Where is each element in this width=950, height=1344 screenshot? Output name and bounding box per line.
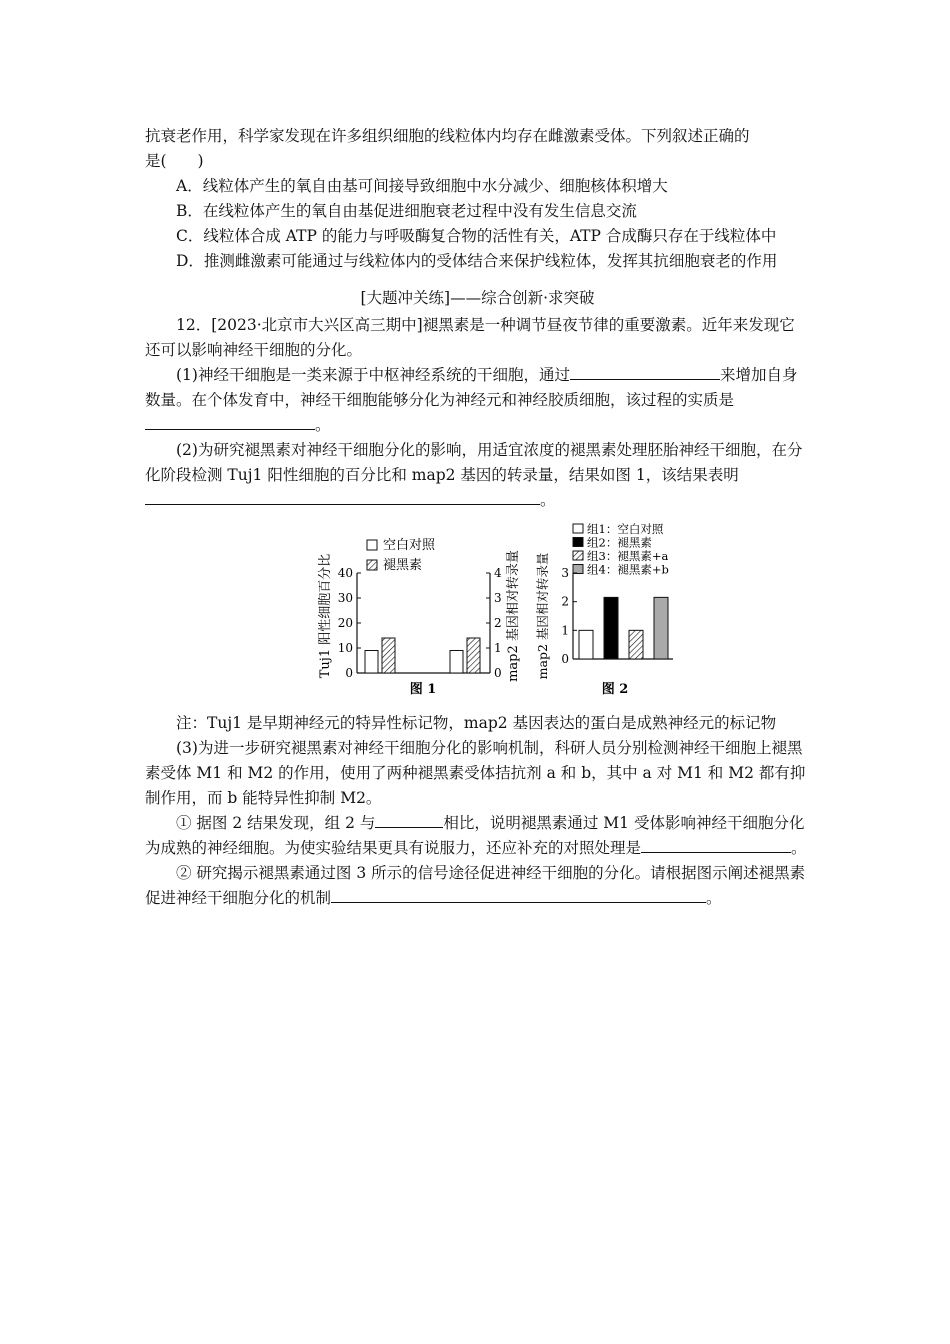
q12-part3-1 xyxy=(145,811,810,861)
q12-part2-end: 。 xyxy=(540,491,556,509)
q12-part1-text-a: (1)神经干细胞是一类来源于中枢神经系统的干细胞，通过 xyxy=(176,366,570,384)
fig2-legend-swatch-3 xyxy=(573,551,583,560)
fig1-legend-control: 空白对照 xyxy=(383,538,436,553)
fig1-left-axis-label: Tuj1 阳性细胞百分比 xyxy=(318,553,333,679)
q12-part3-1-text-a: ① 据图 2 结果发现，组 2 与 xyxy=(176,814,376,832)
q12-note: 注：Tuj1 是早期神经元的特异性标记物，map2 基因表达的蛋白是成熟神经元的标记物 xyxy=(176,714,777,732)
fig1-right-tick-label: 1 xyxy=(494,641,502,655)
answer-blank-2[interactable] xyxy=(145,413,315,430)
q12-part3-2 xyxy=(145,861,810,911)
fig1-left-tick-label: 0 xyxy=(345,666,353,680)
fig2-tick-label: 1 xyxy=(561,623,569,638)
fig1-left-tick-label: 40 xyxy=(337,566,353,580)
fig1-legend-melatonin: 褪黑素 xyxy=(383,558,423,573)
q12-part1-text-b: 来增加自身数量。在个体发育中，神经干细胞能够分化为神经元和神经胶质细胞，该过程的实质是 xyxy=(145,366,798,409)
answer-blank-5[interactable] xyxy=(641,836,791,853)
fig1-right-tick-label: 0 xyxy=(494,666,502,680)
fig2-tick-label: 2 xyxy=(561,594,569,609)
fig1-right-tick-label: 2 xyxy=(494,616,502,630)
fig1-right-tick-label: 4 xyxy=(494,566,502,580)
q12-part3-1-end: 。 xyxy=(791,839,807,857)
fig1-left-tick-label: 20 xyxy=(337,616,353,630)
q11-stem-line2: 是( ) xyxy=(145,152,204,170)
figure-1-chart xyxy=(315,521,530,701)
fig1-bar-tuj1-1 xyxy=(365,651,378,674)
fig2-legend-swatch-2 xyxy=(573,538,583,547)
answer-blank-1[interactable] xyxy=(570,363,720,380)
fig2-bar-group-2 xyxy=(604,597,618,659)
figure-2-chart xyxy=(535,521,675,701)
q12-part3-1-text-b: 相比，说明褪黑素通过 M1 受体影响神经干细胞分化为成熟的神经细胞。为使实验结果更具有说服力，还应补充的对照处理是 xyxy=(145,814,805,857)
legend-swatch-melatonin xyxy=(367,560,377,570)
fig2-bar-group-4 xyxy=(654,597,668,659)
fig2-legend-label-2: 组2：褪黑素 xyxy=(587,535,652,550)
q11-stem-line1: 抗衰老作用，科学家发现在许多组织细胞的线粒体内均存在雌激素受体。下列叙述正确的 xyxy=(145,127,750,145)
q11-option-d: D．推测雌激素可能通过与线粒体内的受体结合来保护线粒体，发挥其抗细胞衰老的作用 xyxy=(176,252,778,270)
q12-part3-2-text: ② 研究揭示褪黑素通过图 3 所示的信号途径促进神经干细胞的分化。请根据图示阐述褪黑素促进神经干细胞分化的机制 xyxy=(145,864,806,907)
fig1-left-tick-label: 30 xyxy=(337,591,353,605)
fig2-tick-label: 3 xyxy=(561,566,569,580)
fig1-title: 图 1 xyxy=(409,682,437,697)
legend-swatch-control xyxy=(367,540,377,550)
q11-option-b: B．在线粒体产生的氧自由基促进细胞衰老过程中没有发生信息交流 xyxy=(176,202,637,220)
q12-part3-2-end: 。 xyxy=(706,889,722,907)
answer-blank-3[interactable] xyxy=(145,488,540,505)
fig1-right-axis-label: map2 基因相对转录量 xyxy=(506,550,521,682)
fig1-bar-tuj1-2 xyxy=(382,638,395,673)
figures-row xyxy=(145,521,810,701)
fig1-left-tick-label: 10 xyxy=(337,641,353,655)
fig2-legend-label-1: 组1：空白对照 xyxy=(587,522,664,536)
answer-blank-4[interactable] xyxy=(375,811,443,828)
q12-part3: (3)为进一步研究褪黑素对神经干细胞分化的影响机制，科研人员分别检测神经干细胞上褪黑素受体 M1 和 M2 的作用，使用了两种褪黑素受体拮抗剂 a 和 b，其中 a 对 M1 和 M2 都有抑制作用，而 b 能特异性抑制 M2。 xyxy=(145,739,806,807)
q12-intro: 12．[2023·北京市大兴区高三期中]褪黑素是一种调节昼夜节律的重要激素。近年来发现它还可以影响神经干细胞的分化。 xyxy=(145,316,795,359)
fig2-tick-label: 0 xyxy=(561,652,569,666)
fig2-legend-swatch-1 xyxy=(573,524,583,533)
q11-option-a: A．线粒体产生的氧自由基可间接导致细胞中水分减少、细胞核体积增大 xyxy=(176,177,668,195)
q12-part1-end: 。 xyxy=(315,416,331,434)
fig1-right-tick-label: 3 xyxy=(494,591,502,605)
fig1-bar-map2-1 xyxy=(450,651,463,674)
fig2-bar-group-1 xyxy=(579,630,593,659)
fig1-bar-map2-2 xyxy=(467,638,480,673)
fig2-legend-label-3: 组3：褪黑素+a xyxy=(587,549,669,563)
fig2-y-axis-label: map2 基因相对转录量 xyxy=(535,552,550,680)
fig2-title: 图 2 xyxy=(601,682,629,697)
fig2-legend-swatch-4 xyxy=(573,565,583,574)
section-title: [大题冲关练]——综合创新·求突破 xyxy=(360,289,595,307)
q11-option-c: C．线粒体合成 ATP 的能力与呼吸酶复合物的活性有关，ATP 合成酶只存在于线粒体中 xyxy=(176,227,777,245)
q12-part2 xyxy=(145,438,810,513)
fig2-bar-group-3 xyxy=(629,630,643,659)
document-page xyxy=(145,124,810,911)
q12-part1 xyxy=(145,363,810,438)
q12-part2-text: (2)为研究褪黑素对神经干细胞分化的影响，用适宜浓度的褪黑素处理胚胎神经干细胞，在分化阶段检测 Tuj1 阳性细胞的百分比和 map2 基因的转录量，结果如图 1，该结果表明 xyxy=(145,441,803,484)
answer-blank-6[interactable] xyxy=(331,886,706,903)
fig2-legend-label-4: 组4：褪黑素+b xyxy=(587,562,669,577)
